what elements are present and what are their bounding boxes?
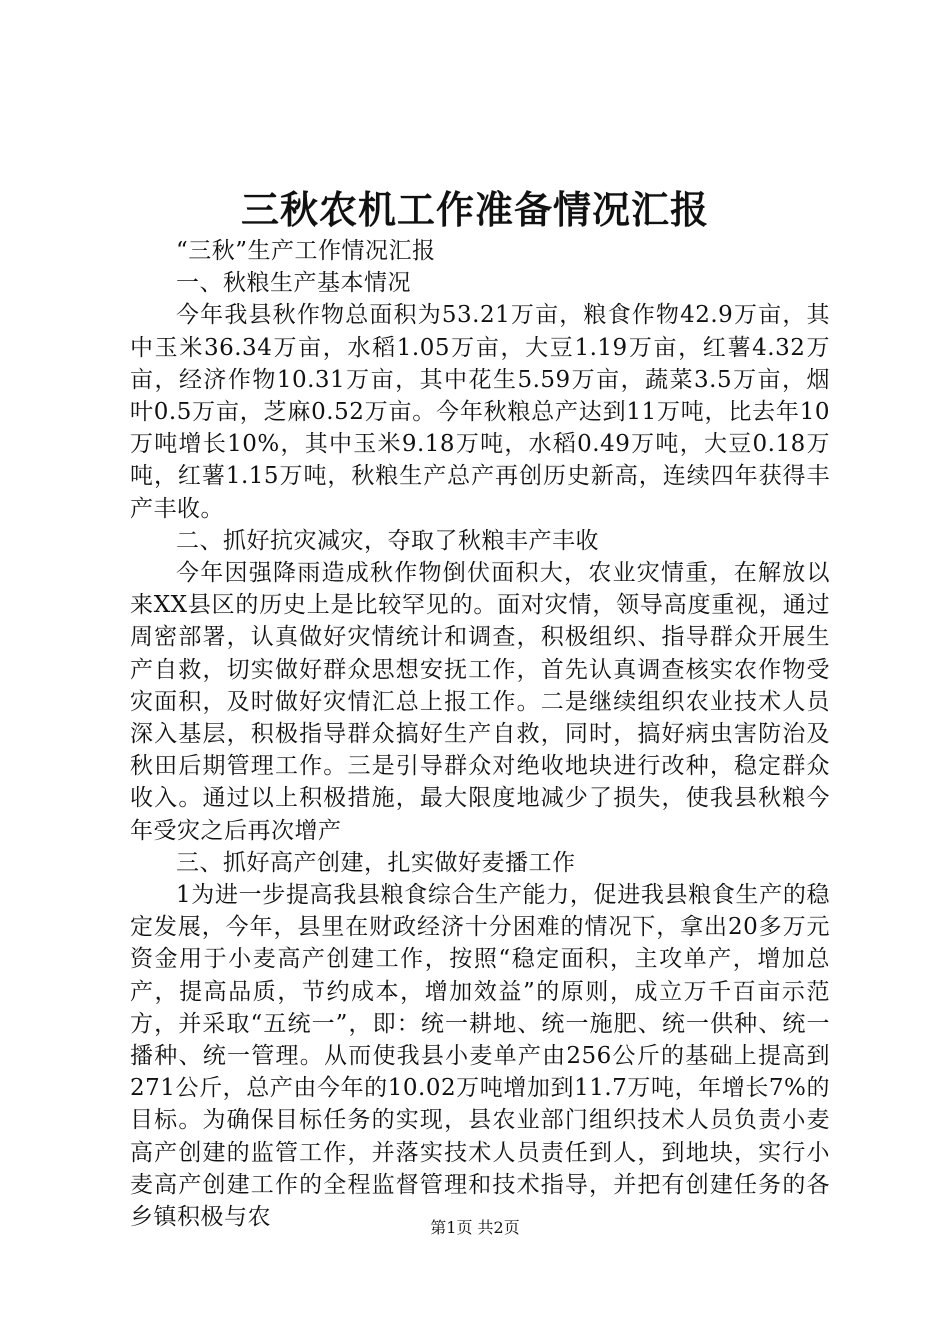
document-body xyxy=(130,235,830,1233)
paragraph-2: 今年因强降雨造成秋作物倒伏面积大，农业灾情重，在解放以来XX县区的历史上是比较罕见的。面对灾情，领导高度重视，通过周密部署，认真做好灾情统计和调查，积极组织、指导群众开展生产自救，切实做好群众思想安抚工作，首先认真调查核实农作物受灾面积，及时做好灾情汇总上报工作。二是继续组织农业技术人员深入基层，积极指导群众搞好生产自救，同时，搞好病虫害防治及秋田后期管理工作。三是引导群众对绝收地块进行改种，稳定群众收入。通过以上积极措施，最大限度地减少了损失，使我县秋粮今年受灾之后再次增产 xyxy=(130,560,830,844)
paragraph-3: 1为进一步提高我县粮食综合生产能力，促进我县粮食生产的稳定发展，今年，县里在财政经济十分困难的情况下，拿出20多万元资金用于小麦高产创建工作，按照“稳定面积，主攻单产，增加总产，提高品质，节约成本，增加效益”的原则，成立万千百亩示范方，并采取“五统一”，即：统一耕地、统一施肥、统一供种、统一播种、统一管理。从而使我县小麦单产由256公斤的基础上提高到271公斤，总产由今年的10.02万吨增加到11.7万吨，年增长7%的目标。为确保目标任务的实现，县农业部门组织技术人员负责小麦高产创建的监管工作，并落实技术人员责任到人，到地块，实行小麦高产创建工作的全程监督管理和技术指导，并把有创建任务的各乡镇积极与农 xyxy=(130,882,830,1231)
section-heading-main: “三秋”生产工作情况汇报 xyxy=(176,238,436,264)
section-heading-1: 一、秋粮生产基本情况 xyxy=(176,270,411,297)
section-heading-2: 二、抓好抗灾减灾，夺取了秋粮丰产丰收 xyxy=(176,527,599,554)
paragraph-1: 今年我县秋作物总面积为53.21万亩，粮食作物42.9万亩，其中玉米36.34万亩，水稻1.05万亩，大豆1.19万亩，红薯4.32万亩，经济作物10.31万亩，其中花生5.59万亩，蔬菜3.5万亩，烟叶0.5万亩，芝麻0.52万亩。今年秋粮总产达到11万吨，比去年10万吨增长10%，其中玉米9.18万吨，水稻0.49万吨，大豆0.18万吨，红薯1.15万吨，秋粮生产总产再创历史新高，连续四年获得丰产丰收。 xyxy=(130,302,830,522)
section-heading-3: 三、抓好高产创建，扎实做好麦播工作 xyxy=(176,849,576,876)
page-title: 三秋农机工作准备情况汇报 xyxy=(240,188,709,232)
page-footer: 第1页 共2页 xyxy=(430,1218,520,1237)
